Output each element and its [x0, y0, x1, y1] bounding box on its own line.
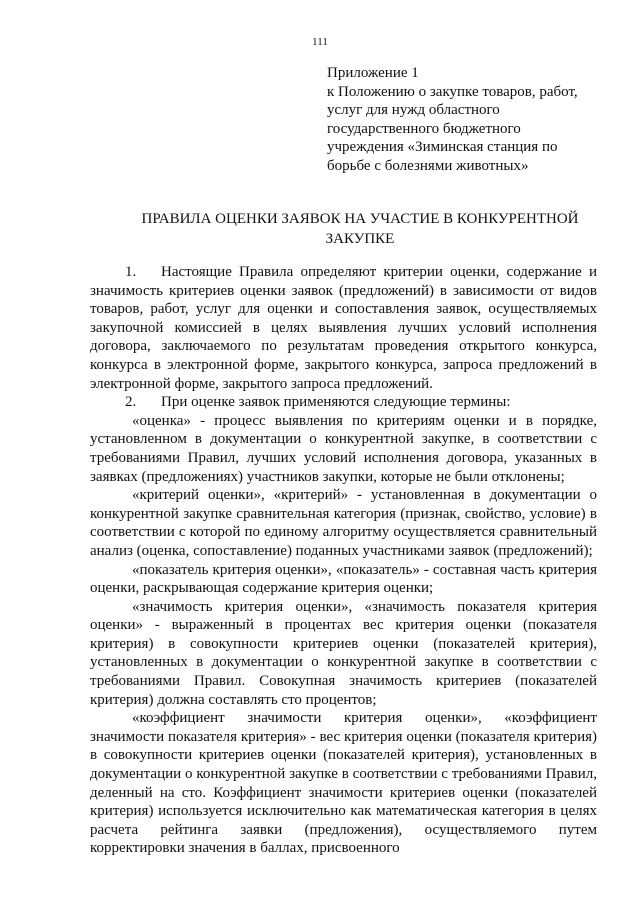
document-body: [90, 263, 597, 858]
page-number: 111: [312, 36, 328, 48]
paragraph-text: Настоящие Правила определяют критерии оценки, содержание и значимость критериев оценки заявок (предложений) в зависимости от видов товаров, работ, услуг для оценки и сопоставления заявок, осуществляемых закупочной комиссией в целях выявления лучших условий исполнения договора, заключаемого по результатам проведения открытого конкурса, конкурса в электронной форме, закрытого конкурса, запроса предложений в электронной форме, закрытого запроса предложений.: [90, 264, 597, 392]
paragraph-1: [90, 263, 597, 393]
appendix-line: борьбе с болезнями животных»: [327, 157, 529, 174]
appendix-line: к Положению о закупке товаров, работ,: [327, 83, 578, 100]
document-title-line: ЗАКУПКЕ: [325, 230, 395, 247]
paragraph-2: [90, 393, 597, 412]
paragraph-text: При оценке заявок применяются следующие термины:: [161, 394, 511, 411]
definition-significance: «значимость критерия оценки», «значимость показателя критерия оценки» - выраженный в процентах вес критерия оценки (показателя критерия) в совокупности критериев оценки (показателей критерия), установленных в документации о конкурентной закупке в соответствии с требованиями Правил. Совокупная значимость критериев (показателей критерия) должна составлять сто процентов;: [90, 598, 597, 708]
document-title-line: ПРАВИЛА ОЦЕНКИ ЗАЯВОК НА УЧАСТИЕ В КОНКУРЕНТНОЙ: [141, 211, 579, 227]
appendix-line: услуг для нужд областного: [327, 102, 500, 118]
appendix-header: [327, 64, 597, 175]
paragraph-number: 2.: [125, 394, 137, 411]
document-title: [125, 210, 595, 249]
appendix-line: учреждения «Зиминская станция по: [327, 139, 558, 155]
paragraph-number: 1.: [125, 264, 137, 280]
definition-coefficient: «коэффициент значимости критерия оценки», «коэффициент значимости показателя критерия» - вес критерия оценки (показателя критерия) в совокупности критериев оценки (показателей критерия), установленных в документации о конкурентной закупке в соответствии с требованиями Правил, деленный на сто. Коэффициент значимости критериев оценки (показателей критерия) используется исключительно как математическая категория в целях расчета рейтинга заявки (предложения), осуществляемого путем корректировки значения в баллах, присвоенного: [90, 710, 597, 857]
definition-indicator: «показатель критерия оценки», «показатель» - составная часть критерия оценки, раскрывающая содержание критерия оценки;: [90, 561, 597, 597]
definition-criterion: «критерий оценки», «критерий» - установленная в документации о конкурентной закупке сравнительная категория (признак, свойство, условие) в соответствии с которой по единому алгоритму осуществляется сравнительный анализ (оценка, сопоставление) поданных участниками заявок (предложений);: [90, 487, 597, 559]
appendix-line: Приложение 1: [327, 65, 419, 81]
definition-assessment: «оценка» - процесс выявления по критериям оценки и в порядке, установленном в документации о конкурентной закупке, в соответствии с требованиями Правил, лучших условий исполнения договора, указанных в заявках (предложениях) участников закупки, которые не были отклонены;: [90, 412, 597, 485]
appendix-line: государственного бюджетного: [327, 120, 521, 137]
